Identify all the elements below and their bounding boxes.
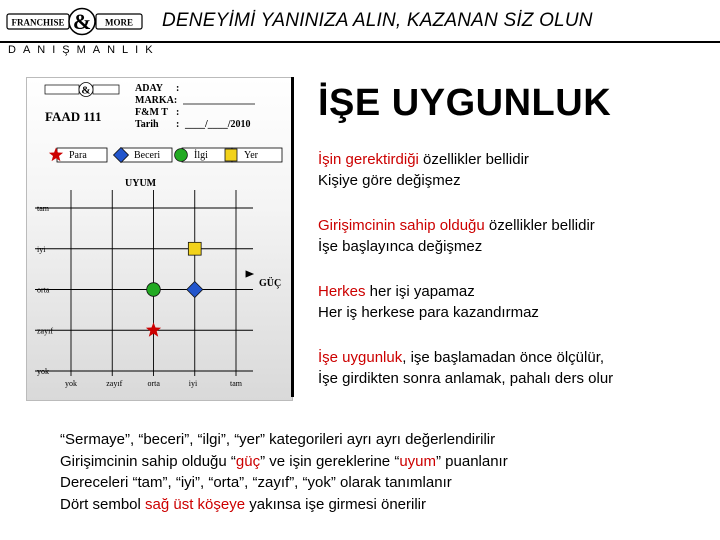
y-tick-label: zayıf xyxy=(37,326,53,336)
field-label-tarih: Tarih xyxy=(135,119,159,130)
form-mini-logo xyxy=(45,83,119,97)
field-value-tarih: ____/____/2010 xyxy=(185,119,251,130)
axis-title-uyum: UYUM xyxy=(125,178,157,189)
logo-ampersand: & xyxy=(72,9,92,34)
bullet-4 xyxy=(318,347,613,389)
x-tick-label: yok xyxy=(65,379,77,388)
bullet-2-line-1: Girişimcinin sahip olduğu özellikler bellidir xyxy=(318,217,595,234)
x-tick-label: zayıf xyxy=(106,379,123,388)
logo-left-text: FRANCHISE xyxy=(11,17,65,28)
category-label: Yer xyxy=(244,150,258,161)
x-tick-label: orta xyxy=(147,379,160,388)
bullet-1 xyxy=(318,149,529,191)
bullet-1-line-1: İşin gerektirdiği özellikler bellidir xyxy=(318,151,529,168)
logo-graphic xyxy=(6,6,158,38)
category-label: Beceri xyxy=(134,150,161,161)
field-label-fmt: F&M T xyxy=(135,107,168,118)
category-circle-icon xyxy=(175,149,188,162)
y-tick-label: orta xyxy=(37,285,50,295)
logo-right-text: MORE xyxy=(105,17,133,28)
field-label-marka: MARKA: xyxy=(135,95,178,106)
category-label: Para xyxy=(69,150,87,161)
company-logo xyxy=(6,6,158,38)
summary-line-4: Dört sembol sağ üst köşeye yakınsa işe girmesi önerilir xyxy=(60,495,426,513)
field-sep: : xyxy=(176,83,180,94)
bullet-3-line-1: Herkes her işi yapamaz xyxy=(318,283,475,300)
bullet-2 xyxy=(318,215,595,257)
field-sep: : xyxy=(176,119,180,130)
summary-line-1: “Sermaye”, “beceri”, “ilgi”, “yer” kategorileri ayrı ayrı değerlendirilir xyxy=(60,431,496,448)
summary-paragraph xyxy=(60,429,508,515)
summary-line-3: Dereceleri “tam”, “iyi”, “orta”, “zayıf”, “yok” olarak tanımlanır xyxy=(60,474,452,491)
x-tick-label: iyi xyxy=(188,379,198,388)
page-headline: DENEYİMİ YANINIZA ALIN, KAZANAN SİZ OLUN xyxy=(162,10,593,31)
svg-text:&: & xyxy=(81,84,91,97)
form-code: FAAD 111 xyxy=(45,109,102,124)
subbrand-text: DANIŞMANLIK xyxy=(8,44,160,56)
y-tick-label: yok xyxy=(37,367,49,376)
field-sep: : xyxy=(176,107,180,118)
slide-title: İŞE UYGUNLUK xyxy=(318,82,612,124)
bullet-4-line-2: İşe girdikten sonra anlamak, pahalı ders olur xyxy=(318,370,614,387)
header-divider xyxy=(0,41,720,43)
x-tick-label: tam xyxy=(230,379,242,388)
bullet-2-line-2: İşe başlayınca değişmez xyxy=(318,238,483,255)
field-label-aday: ADAY xyxy=(135,83,163,94)
summary-line-2: Girişimcinin sahip olduğu “güç” ve işin gereklerine “uyum” puanlanır xyxy=(60,452,508,470)
category-label: İlgi xyxy=(194,150,208,161)
marker-square-icon xyxy=(188,242,201,255)
marker-circle-icon xyxy=(147,283,161,297)
y-tick-label: tam xyxy=(37,204,49,213)
bullet-3 xyxy=(318,281,539,323)
panel-divider xyxy=(291,77,294,397)
y-tick-label: iyi xyxy=(37,244,46,254)
right-arrow-icon xyxy=(246,271,253,277)
axis-title-guc: GÜÇ xyxy=(259,278,282,289)
bullet-3-line-2: Her iş herkese para kazandırmaz xyxy=(318,304,539,321)
category-square-icon xyxy=(225,149,237,161)
bullet-4-line-1: İşe uygunluk, işe başlamadan önce ölçülür, xyxy=(318,349,605,366)
marker-diamond-icon xyxy=(187,282,203,298)
evaluation-form xyxy=(27,78,292,400)
bullet-1-line-2: Kişiye göre değişmez xyxy=(318,172,461,189)
evaluation-form-panel xyxy=(26,77,293,401)
